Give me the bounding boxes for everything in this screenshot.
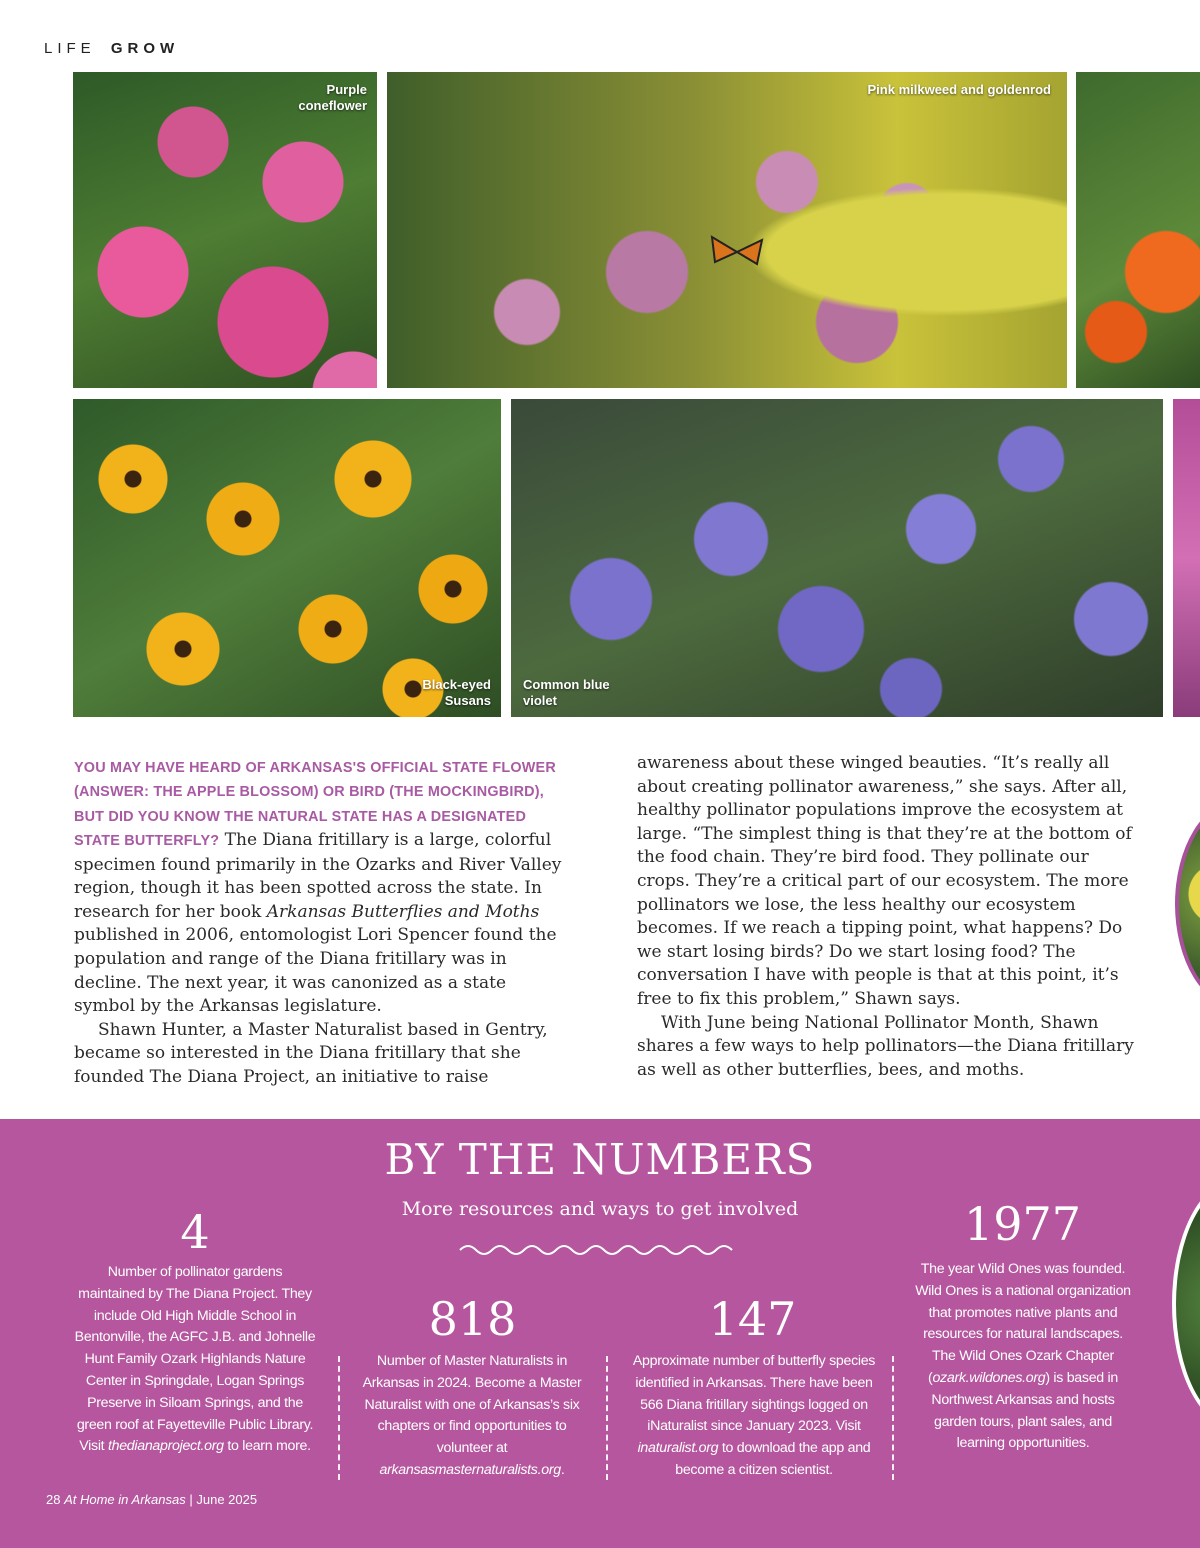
wave-divider-icon [458, 1240, 742, 1260]
inaturalist-link[interactable]: inaturalist.org [637, 1440, 719, 1457]
stat-wild-ones-number: 1977 [963, 1197, 1082, 1251]
stat-butterflies-number: 147 [708, 1292, 797, 1346]
article-p1-part-b: published in 2006, entomologist Lori Spencer found the population and range of the Diana fritillary was in decline. The next year, it was canonized as a state symbol by the Arkansas legislature. [74, 925, 557, 1017]
pink-flower-edge-photo [1173, 399, 1200, 717]
magazine-name: At Home in Arkansas [64, 1492, 186, 1507]
violet-caption: Common blue violet [523, 677, 610, 708]
page-footer [46, 1492, 257, 1507]
article-p1-part-a: The Diana fritillary is a large, colorful specimen found primarily in the Ozarks and River Valley region, though it has been spotted across the state. In research for her book [74, 830, 562, 922]
book-title: Arkansas Butterflies and Moths [266, 901, 540, 922]
stat-divider-3 [892, 1356, 894, 1480]
monarch-butterfly-icon [707, 232, 767, 272]
milkweed-caption: Pink milkweed and goldenrod [867, 82, 1051, 97]
section-label: LIFE [44, 40, 96, 57]
stat-wild-ones-text: The year Wild Ones was founded. Wild Ones is a national organization that promotes native plants and resources for natural landscapes. The Wild Ones Ozark Chapter (ozark.wildones.org) is based in Northwest Arkansas and hosts garden tours, plant sales, and learning opportunities. [915, 1261, 1131, 1452]
master-naturalists-link[interactable]: arkansasmasternaturalists.org [379, 1461, 561, 1478]
diana-project-link[interactable]: thedianaproject.org [107, 1438, 224, 1455]
stat-divider-2 [606, 1356, 608, 1480]
article-lede: YOU MAY HAVE HEARD OF ARKANSAS'S OFFICIAL STATE FLOWER (ANSWER: THE APPLE BLOSSOM) OR BIRD (THE MOCKINGBIRD), BUT DID YOU KNOW THE NATURAL STATE HAS A DESIGNATED STATE BUTTERFLY? [74, 760, 556, 850]
stat-gardens-number: 4 [180, 1205, 210, 1259]
article-p3: With June being National Pollinator Month, Shawn shares a few ways to help pollinators—the Diana fritillary as well as other butterflies, bees, and moths. [637, 1012, 1134, 1080]
coneflower-photo [73, 72, 377, 388]
circular-photo-inset [1175, 800, 1200, 1008]
stat-butterflies-text: Approximate number of butterfly species identified in Arkansas. There have been 566 Diana fritillary sightings logged on iNaturalist since January 2023. Visit inaturalist.org to download the app and become a citizen scientist. [632, 1353, 876, 1478]
stat-naturalists-text: Number of Master Naturalists in Arkansas in 2024. Become a Master Naturalist with one of Arkansas’s six chapters or find opportunities to volunteer at arkansasmasternaturalists.org. [362, 1353, 582, 1478]
issue-date: June 2025 [196, 1492, 258, 1507]
numbers-title: BY THE NUMBERS [384, 1135, 816, 1184]
page-number: 28 [46, 1492, 61, 1507]
article-column-2 [637, 752, 1137, 1082]
stat-divider-1 [338, 1356, 340, 1480]
article-p2-start: Shawn Hunter, a Master Naturalist based in Gentry, became so interested in the Diana fritillary that she founded The Diana Project, an initiative to raise [74, 1019, 548, 1087]
article-column-1 [74, 756, 564, 1090]
butterfly-weed-photo [1076, 72, 1200, 388]
subsection-label: GROW [110, 40, 180, 57]
coneflower-caption: Purple coneflower [298, 82, 367, 113]
section-header [44, 40, 179, 57]
stat-gardens-text: Number of pollinator gardens maintained by The Diana Project. They include Old High Middle School in Bentonville, the AGFC J.B. and Johnelle Hunt Family Ozark Highlands Nature Center in Springdale, Logan Springs Preserve in Siloam Springs, and the green roof at Fayetteville Public Library. Visit thedianaproject.org to learn more. [74, 1264, 316, 1455]
black-eyed-susans-photo [73, 399, 501, 717]
milkweed-photo [387, 72, 1067, 388]
article-p2-continued: awareness about these winged beauties. “It’s really all about creating pollinator awareness,” she says. After all, healthy pollinator populations improve the ecosystem at large. “The simplest thing is that they’re at the bottom of the food chain. They’re bird food. They pollinate our crops. They’re a critical part of our ecosystem. The more pollinators we lose, the less healthy our ecosystem becomes. If we reach a tipping point, what happens? Do we start losing birds? Do we start losing food? The conversation I have with people is that at this point, it’s free to fix this problem,” Shawn says. [637, 753, 1132, 1009]
wild-ones-link[interactable]: ozark.wildones.org [932, 1369, 1046, 1386]
footer-separator: | [189, 1492, 193, 1507]
common-blue-violet-photo [511, 399, 1163, 717]
numbers-subtitle: More resources and ways to get involved [401, 1198, 799, 1220]
susans-caption: Black-eyed Susans [422, 677, 491, 708]
stat-naturalists-number: 818 [428, 1292, 517, 1346]
